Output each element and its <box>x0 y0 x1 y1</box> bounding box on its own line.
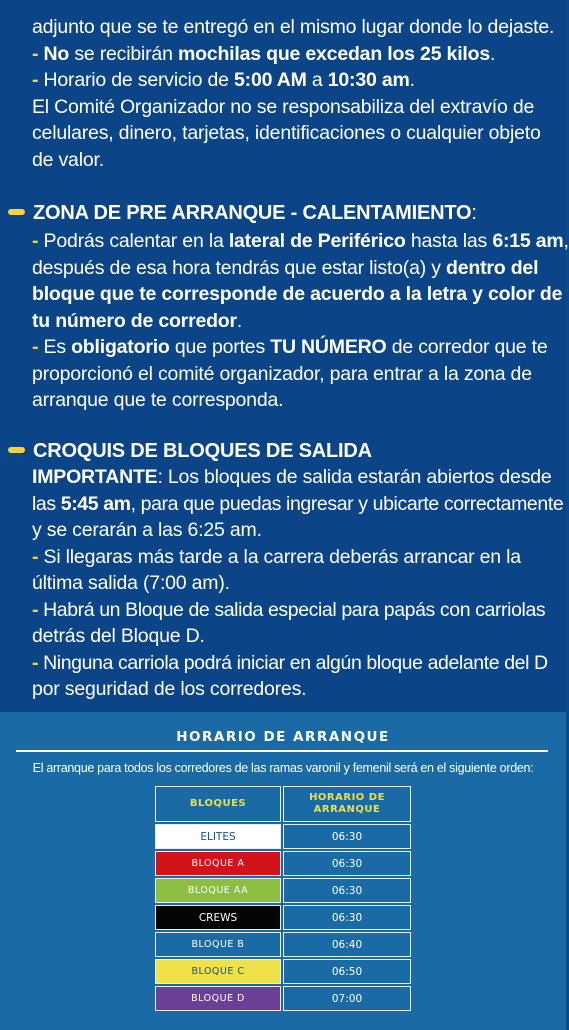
bold-text: dentro del <box>446 256 539 279</box>
text: Podrás calentar en la <box>38 230 229 252</box>
heading-text: CROQUIS DE BLOQUES DE SALIDA <box>33 440 372 462</box>
zona-line: arranque que te corresponda. <box>32 389 284 411</box>
croquis-line <box>32 597 562 624</box>
intro-line: El Comité Organizador no se responsabiliza del extravío de <box>32 95 535 118</box>
dash: - <box>32 598 39 621</box>
bold-text: mochilas que excedan los 25 kilos <box>177 42 490 65</box>
text: : Los bloques de salida estarán abiertos desde <box>157 466 552 488</box>
text: que portes <box>169 336 271 358</box>
bold-text: 5:45 am <box>60 492 131 515</box>
text: después de esa hora tendrás que estar listo(a) y <box>32 256 447 279</box>
time-cell: 06:30 <box>283 824 411 849</box>
block-cell: ELITES <box>155 824 281 849</box>
croquis-line: y se cerarán a las 6:25 am. <box>32 519 262 541</box>
text: Si llegaras más tarde a la carrera deberás arrancar en la <box>38 545 521 568</box>
text: de corredor que te <box>386 336 548 358</box>
zona-line: proporcionó el comité organizador, para entrar a la zona de <box>32 362 532 385</box>
bold-text: TU NÚMERO <box>270 336 387 358</box>
text: Habrá un Bloque de salida especial para papás con carriolas <box>38 598 546 621</box>
text: . <box>409 69 415 91</box>
zona-section <box>32 228 569 414</box>
text: . <box>236 309 243 332</box>
block-cell: BLOQUE A <box>155 851 281 876</box>
zona-heading <box>8 200 477 226</box>
dash: - <box>32 545 39 568</box>
block-cell: BLOQUE B <box>155 932 281 957</box>
time-cell: 06:30 <box>283 851 411 876</box>
bold-text: tu número de corredor <box>32 309 237 332</box>
croquis-line: detrás del Bloque D. <box>32 625 205 647</box>
croquis-section <box>32 464 562 703</box>
text: Es <box>38 336 72 358</box>
text: , para que puedas ingresar y ubicarte correctamente <box>130 492 564 515</box>
text: Ninguna carriola podrá iniciar en algún bloque adelante del D <box>38 651 548 674</box>
zona-line <box>32 334 562 361</box>
time-cell: 06:30 <box>283 878 411 903</box>
dash: - <box>32 230 39 252</box>
schedule-subtitle: El arranque para todos los corredores de las ramas varonil y femenil será en el siguiente orden: <box>32 761 534 775</box>
croquis-line <box>32 650 562 677</box>
intro-line: celulares, dinero, tarjetas, identificaciones o cualquier objeto <box>32 122 541 144</box>
croquis-line: por seguridad de los corredores. <box>32 678 307 700</box>
zona-line <box>32 308 562 335</box>
time-cell: 06:40 <box>283 932 411 957</box>
bold-text: 10:30 am <box>327 69 410 91</box>
time-cell: 06:50 <box>283 959 411 984</box>
dash: - <box>32 336 39 358</box>
text: . <box>490 42 496 65</box>
time-cell: 06:30 <box>283 905 411 930</box>
bold-text: obligatorio <box>71 336 170 358</box>
divider <box>16 750 548 752</box>
dash: - <box>32 42 39 65</box>
intro-line: de valor. <box>32 148 104 171</box>
time-cell: 07:00 <box>283 986 411 1011</box>
intro-line <box>32 67 562 94</box>
croquis-line <box>32 544 562 571</box>
block-cell: BLOQUE D <box>155 986 281 1011</box>
dash: - <box>32 651 39 674</box>
text: Horario de servicio de <box>38 69 235 91</box>
zona-line <box>32 228 569 255</box>
text: hasta las <box>405 230 493 252</box>
dash: - <box>32 69 39 91</box>
text: las <box>32 492 61 515</box>
croquis-line: última salida (7:00 am). <box>32 572 230 594</box>
heading-text: ZONA DE PRE ARRANQUE - CALENTAMIENTO <box>33 202 472 224</box>
column-header: HORARIO DE ARRANQUE <box>283 786 411 822</box>
bullet-icon <box>8 447 25 453</box>
bold-text: lateral de Periférico <box>228 230 406 252</box>
zona-line <box>32 255 562 282</box>
zona-line: bloque que te corresponde de acuerdo a la letra y color de <box>32 283 563 305</box>
bold-text: IMPORTANTE <box>32 466 158 488</box>
bullet-icon <box>8 209 25 215</box>
text: , <box>563 230 569 252</box>
schedule-title: HORARIO DE ARRANQUE <box>176 729 390 745</box>
bold-text: 5:00 AM <box>234 69 307 91</box>
croquis-line <box>32 491 562 518</box>
bold-text: No <box>43 42 70 65</box>
column-header: BLOQUES <box>155 786 281 822</box>
intro-line <box>32 41 562 68</box>
text: : <box>471 202 477 224</box>
block-cell: CREWS <box>155 905 281 930</box>
text: a <box>306 69 328 91</box>
intro-line: adjunto que se te entregó en el mismo lugar donde lo dejaste. <box>32 16 555 38</box>
intro-section <box>32 14 562 173</box>
croquis-heading <box>8 438 372 464</box>
croquis-line <box>32 464 562 491</box>
block-cell: BLOQUE C <box>155 959 281 984</box>
text: se recibirán <box>69 42 178 65</box>
bold-text: 6:15 am <box>492 230 564 252</box>
block-cell: BLOQUE AA <box>155 878 281 903</box>
